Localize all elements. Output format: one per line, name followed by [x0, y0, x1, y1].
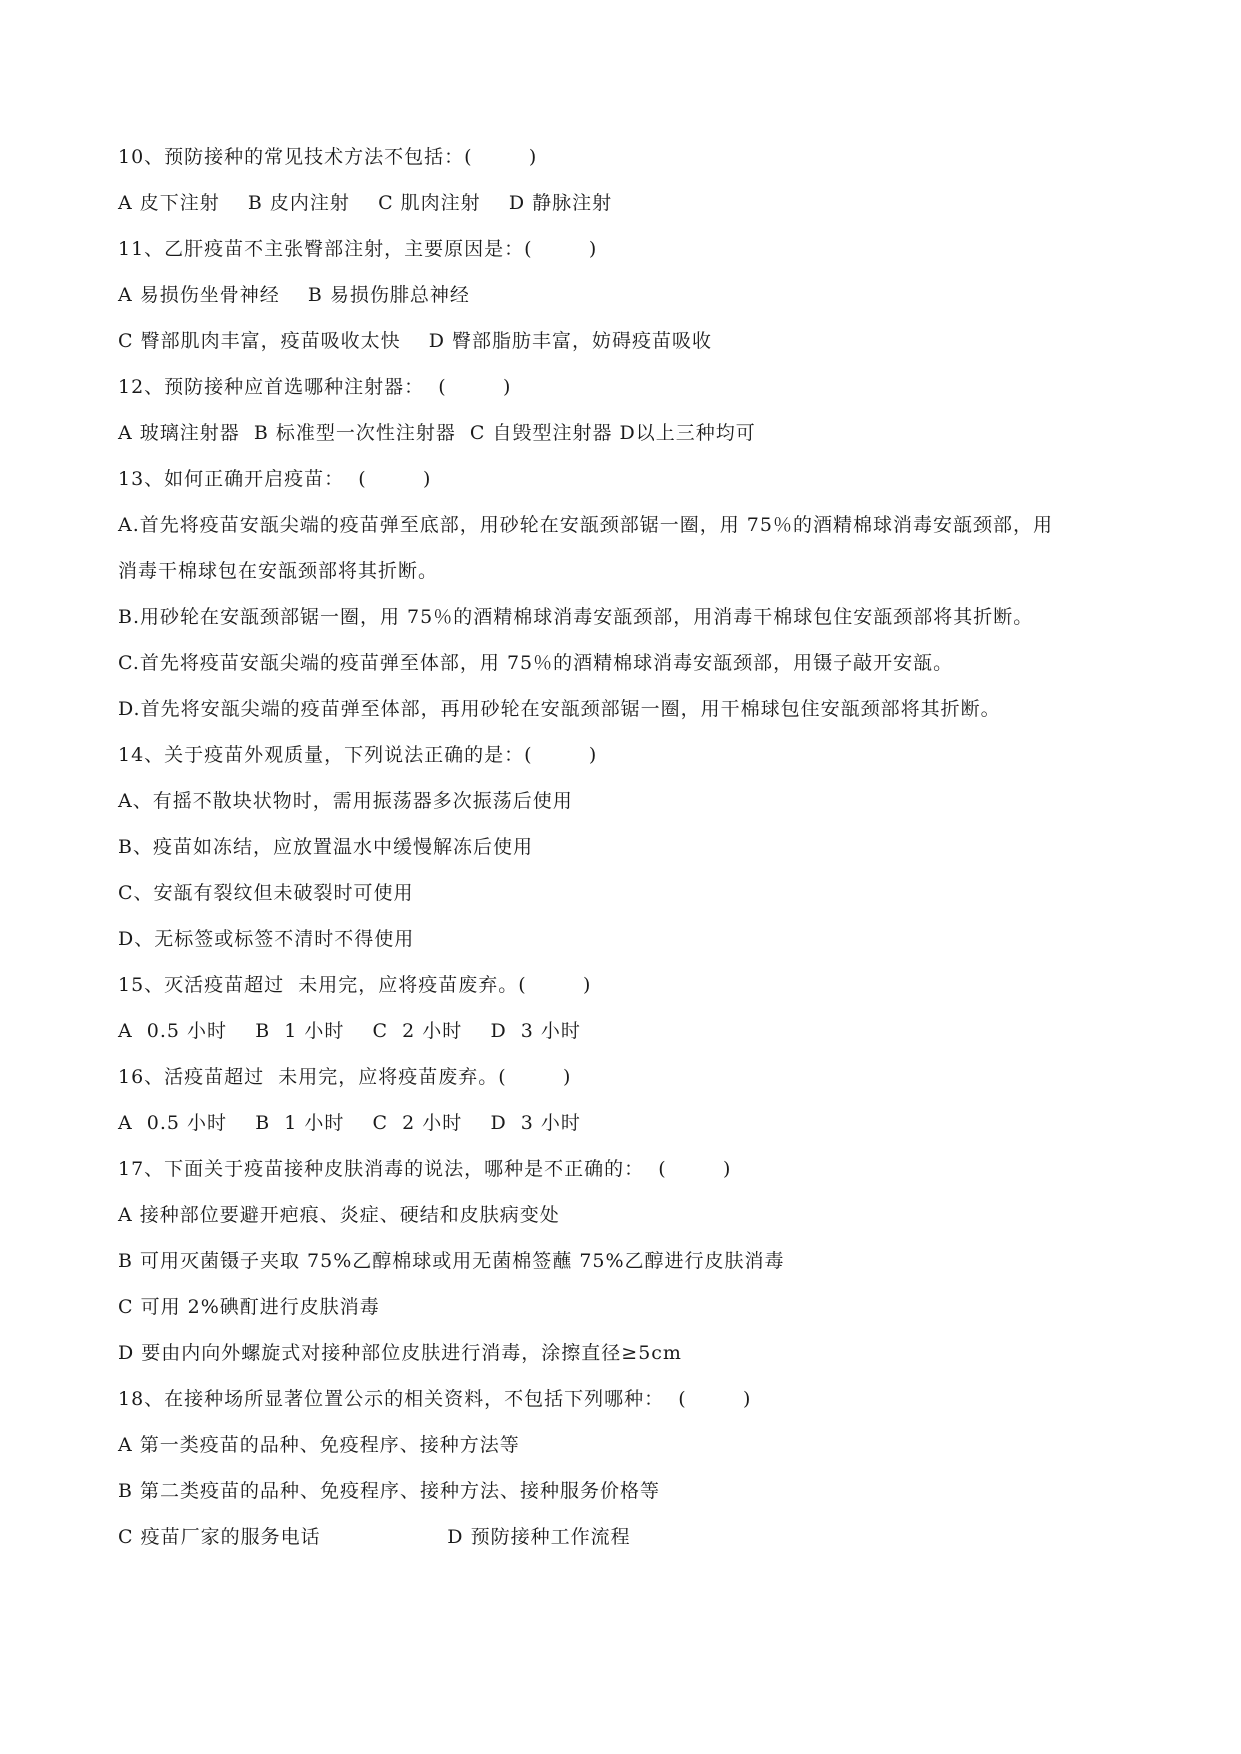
question-11-options-cd: C 臀部肌肉丰富，疫苗吸收太快 D 臀部脂肪丰富，妨碍疫苗吸收 [118, 330, 713, 352]
question-18-options-cd: C 疫苗厂家的服务电话 D 预防接种工作流程 [118, 1526, 631, 1548]
question-17: 17、下面关于疫苗接种皮肤消毒的说法，哪种是不正确的： ( ) [118, 1158, 732, 1180]
question-12-options: A 玻璃注射器 B 标准型一次性注射器 C 自毁型注射器 D以上三种均可 [118, 422, 756, 444]
question-15-options: A 0.5 小时 B 1 小时 C 2 小时 D 3 小时 [118, 1020, 581, 1042]
question-14-option-a: A、有摇不散块状物时，需用振荡器多次振荡后使用 [118, 790, 573, 812]
question-13-option-c: C.首先将疫苗安瓿尖端的疫苗弹至体部，用 75％的酒精棉球消毒安瓿颈部，用镊子敲开安瓿。 [118, 652, 954, 674]
question-14-option-d: D、无标签或标签不清时不得使用 [118, 928, 415, 950]
question-15: 15、灭活疫苗超过 未用完，应将疫苗废弃。( ) [118, 974, 592, 996]
question-18-option-a: A 第一类疫苗的品种、免疫程序、接种方法等 [118, 1434, 520, 1456]
question-10: 10、预防接种的常见技术方法不包括：( ) [118, 146, 538, 168]
question-17-option-b: B 可用灭菌镊子夹取 75%乙醇棉球或用无菌棉签蘸 75%乙醇进行皮肤消毒 [118, 1250, 785, 1272]
question-13-option-a-cont: 消毒干棉球包在安瓿颈部将其折断。 [118, 560, 439, 582]
question-17-option-c: C 可用 2%碘酊进行皮肤消毒 [118, 1296, 380, 1318]
question-17-option-a: A 接种部位要避开疤痕、炎症、硬结和皮肤病变处 [118, 1204, 560, 1226]
question-12: 12、预防接种应首选哪种注射器： ( ) [118, 376, 512, 398]
question-10-options: A 皮下注射 B 皮内注射 C 肌肉注射 D 静脉注射 [118, 192, 613, 214]
question-13-option-d: D.首先将安瓿尖端的疫苗弹至体部，再用砂轮在安瓿颈部锯一圈，用干棉球包住安瓿颈部将其折断。 [118, 698, 1001, 720]
question-17-option-d: D 要由内向外螺旋式对接种部位皮肤进行消毒，涂擦直径≥5cm [118, 1342, 682, 1364]
question-13-option-a: A.首先将疫苗安瓿尖端的疫苗弹至底部，用砂轮在安瓿颈部锯一圈，用 75％的酒精棉球消毒安瓿颈部，用 [118, 514, 1053, 536]
question-13: 13、如何正确开启疫苗： ( ) [118, 468, 432, 490]
question-13-option-b: B.用砂轮在安瓿颈部锯一圈，用 75％的酒精棉球消毒安瓿颈部，用消毒干棉球包住安瓿颈部将其折断。 [118, 606, 1034, 628]
question-11: 11、乙肝疫苗不主张臀部注射，主要原因是：( ) [118, 238, 598, 260]
question-14-option-c: C、安瓿有裂纹但未破裂时可使用 [118, 882, 414, 904]
question-18: 18、在接种场所显著位置公示的相关资料，不包括下列哪种： ( ) [118, 1388, 752, 1410]
question-14: 14、关于疫苗外观质量，下列说法正确的是：( ) [118, 744, 598, 766]
question-18-option-b: B 第二类疫苗的品种、免疫程序、接种方法、接种服务价格等 [118, 1480, 661, 1502]
question-16: 16、活疫苗超过 未用完，应将疫苗废弃。( ) [118, 1066, 572, 1088]
question-11-options-ab: A 易损伤坐骨神经 B 易损伤腓总神经 [118, 284, 470, 306]
question-16-options: A 0.5 小时 B 1 小时 C 2 小时 D 3 小时 [118, 1112, 581, 1134]
question-14-option-b: B、疫苗如冻结，应放置温水中缓慢解冻后使用 [118, 836, 533, 858]
